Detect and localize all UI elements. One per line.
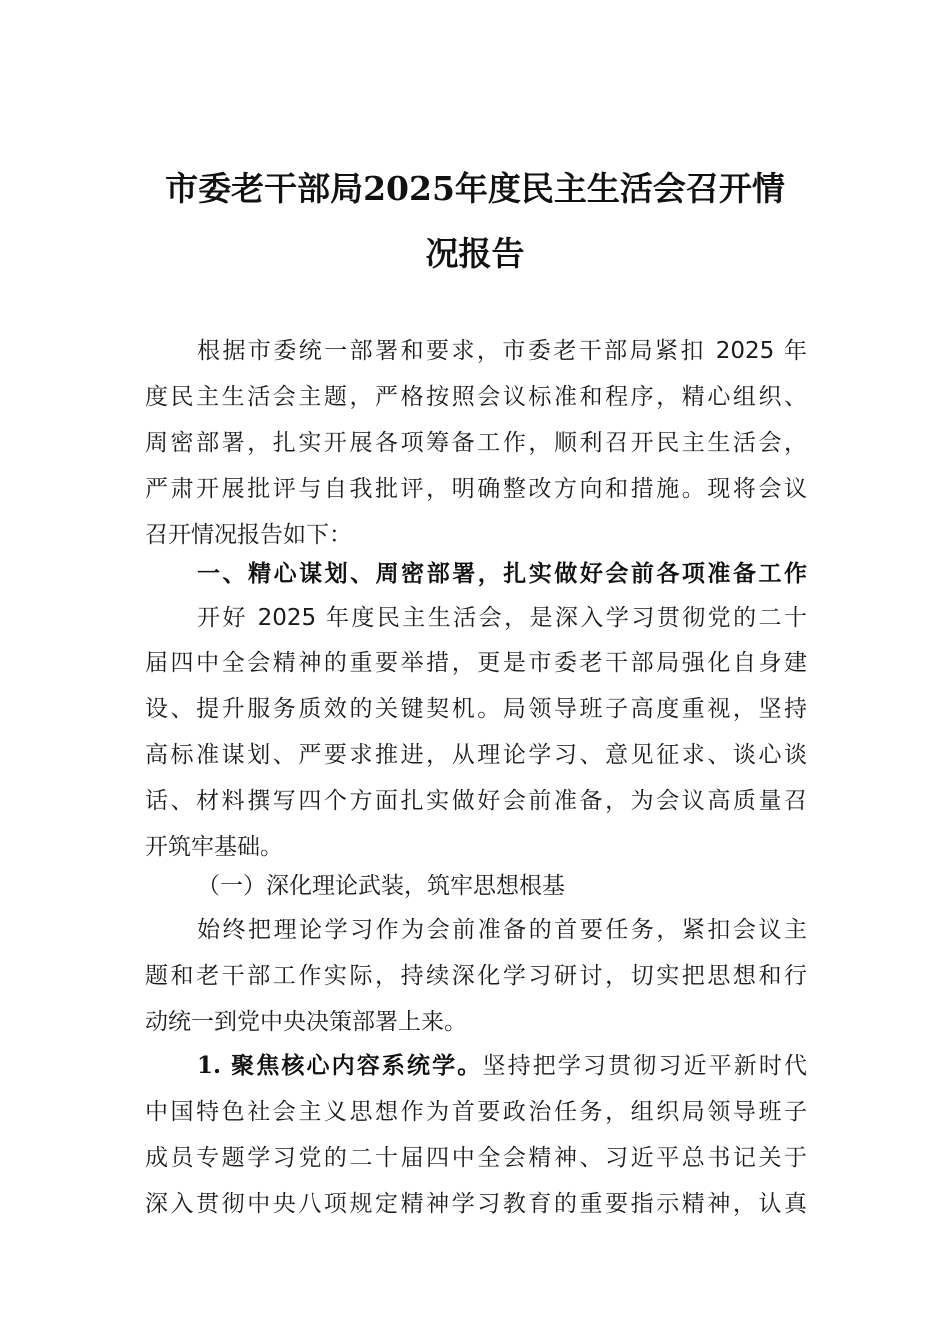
- intro-line: 周密部署，扎实开展各项筹备工作，顺利召开民主生活会，: [145, 430, 807, 456]
- item-1-line: 深入贯彻中央八项规定精神学习教育的重要指示精神，认真: [145, 1191, 807, 1217]
- document-title-line-2: 况报告: [425, 234, 525, 273]
- subsection-heading-1: （一）深化理论武装，筑牢思想根基: [197, 873, 565, 899]
- document-title-line-1: 市委老干部局2025年度民主生活会召开情: [165, 169, 785, 208]
- item-1-line: 中国特色社会主义思想作为首要政治任务，组织局领导班子: [145, 1099, 807, 1125]
- section-1-line: 届四中全会精神的重要举措，更是市委老干部局强化自身建: [145, 650, 807, 676]
- intro-line: 召开情况报告如下：: [145, 522, 352, 548]
- item-1-line: 成员专题学习党的二十届四中全会精神、习近平总书记关于: [145, 1145, 807, 1171]
- section-1-line: 开好 2025 年度民主生活会，是深入学习贯彻党的二十: [197, 605, 807, 631]
- section-1-line: 话、材料撰写四个方面扎实做好会前准备，为会议高质量召: [145, 788, 807, 814]
- intro-line: 根据市委统一部署和要求，市委老干部局紧扣 2025 年: [197, 338, 807, 364]
- section-1-line: 高标准谋划、严要求推进，从理论学习、意见征求、谈心谈: [145, 742, 807, 768]
- section-heading-1: 一、精心谋划、周密部署，扎实做好会前各项准备工作: [197, 561, 807, 587]
- subsection-1-line: 题和老干部工作实际，持续深化学习研讨，切实把思想和行: [145, 963, 807, 989]
- subsection-1-line: 动统一到党中央决策部署上来。: [145, 1009, 467, 1035]
- section-1-line: 设、提升服务质效的关键契机。局领导班子高度重视，坚持: [145, 696, 807, 722]
- item-1-first-line: [197, 1049, 807, 1083]
- item-1-first-line-text: 坚持把学习贯彻习近平新时代: [482, 1053, 808, 1079]
- intro-line: 严肃开展批评与自我批评，明确整改方向和措施。现将会议: [145, 476, 807, 502]
- section-1-line: 开筑牢基础。: [145, 834, 283, 860]
- intro-line: 度民主生活会主题，严格按照会议标准和程序，精心组织、: [145, 384, 807, 410]
- subsection-1-line: 始终把理论学习作为会前准备的首要任务，紧扣会议主: [197, 917, 807, 943]
- item-1-lead: 1. 聚焦核心内容系统学。: [197, 1052, 483, 1079]
